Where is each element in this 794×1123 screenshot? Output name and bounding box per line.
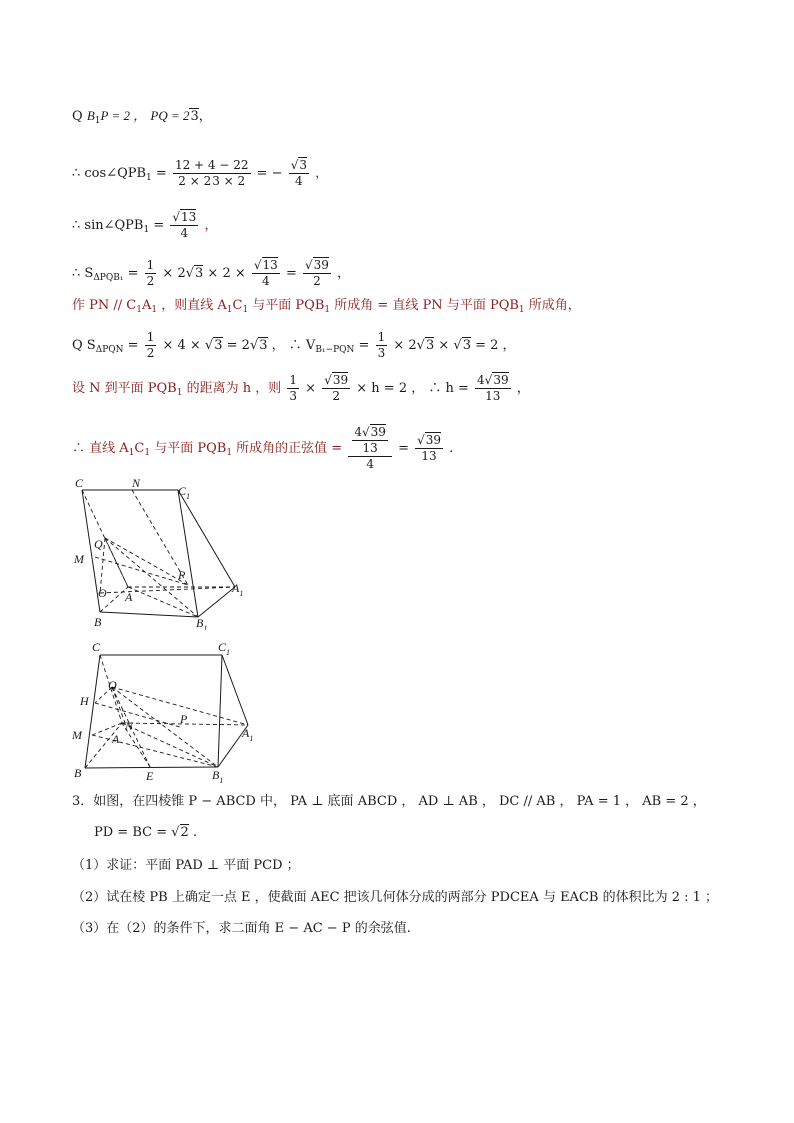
problem-3-stem-cont: PD = BC = √2 . xyxy=(94,825,198,840)
svg-text:A: A xyxy=(125,590,133,604)
svg-text:A1: $A_1$ xyxy=(232,581,244,598)
svg-text:M: M xyxy=(74,552,84,566)
solution-line-1: Q $B_1P = 2$ ， PQ = 23， xyxy=(72,108,212,126)
figure-1-prism xyxy=(70,475,260,630)
solution-line-7: 设 N 到平面 $PQB_1$ 的距离为 h ，则 $\frac{1}{3}$ × $\frac{√39}{2}$ × h = 2 ， ∴ h = $\frac{4√39}{13}$ ， xyxy=(72,373,530,403)
svg-text:B1: $B_1$ xyxy=(212,768,224,783)
problem-3-q1: （1）求证：平面 PAD ⊥ 平面 PCD ； xyxy=(72,858,300,873)
svg-text:N: N xyxy=(125,719,134,733)
svg-text:C1: $C_1$ xyxy=(178,484,191,501)
svg-text:C: C xyxy=(75,476,84,490)
svg-text:B: B xyxy=(94,615,102,629)
svg-text:A: A xyxy=(112,732,120,746)
svg-text:H: H xyxy=(80,694,89,708)
svg-text:M: M xyxy=(72,728,82,742)
svg-text:A1: $A_1$ xyxy=(242,726,254,743)
svg-text:Q: Q xyxy=(94,537,103,551)
svg-text:B1: $B_1$ xyxy=(196,616,208,630)
svg-text:B: B xyxy=(74,766,82,780)
svg-text:P: P xyxy=(178,568,186,582)
svg-text:P: P xyxy=(180,712,188,726)
solution-line-3: ∴ $\sin\angle QPB_1$ = $\frac{√13}{4}$ ， xyxy=(72,210,218,240)
svg-text:O: O xyxy=(98,586,107,600)
solution-line-4: ∴ $S_{\Delta PQB_1}$ = $\frac{1}{2}$ × 2√3 × 2 × $\frac{√13}{4}$ = $\frac{√39}{2}$ ， xyxy=(72,258,351,288)
svg-text:E: E xyxy=(146,769,154,783)
problem-3-stem: 3．如图，在四棱锥 P − ABCD 中， PA ⊥ 底面 ABCD ， AD ⊥ AB ， DC // AB ， PA = 1 ， AB = 2 ， xyxy=(72,794,706,809)
solution-line-8: ∴ 直线 $A_1C_1$ 与平面 $PQB_1$ 所成角的正弦值 = $\frac{\frac{4√39}{13}}{4}$ = $\frac{√39}{13}$ . xyxy=(72,425,454,471)
problem-3-q3: （3）在（2）的条件下，求二面角 E − AC − P 的余弦值. xyxy=(72,921,411,936)
problem-3-q2: （2）试在棱 PB 上确定一点 E ，使截面 AEC 把该几何体分成的两部分 PDCEA 与 EACB 的体积比为 2 : 1 ； xyxy=(72,890,719,905)
solution-line-5: 作 PN // $C_1A_1$ ，则直线 $A_1C_1$ 与平面 $PQB_1$ 所成角 = 直线 PN 与平面 $PQB_1$ 所成角， xyxy=(72,298,581,315)
solution-line-6: Q $S_{\Delta PQN}$ = $\frac{1}{2}$ × 4 × √3 = 2√3 ， ∴ $V_{B_1-PQN}$ = $\frac{1}{3}$ × 2√3 × √3 = 2 ， xyxy=(72,330,516,360)
figure-2-prism xyxy=(70,635,270,783)
svg-text:Q: Q xyxy=(108,678,117,692)
svg-text:C: C xyxy=(92,640,101,654)
svg-text:C1: $C_1$ xyxy=(218,640,231,657)
solution-line-2: ∴ $\cos\angle QPB_1$ = $\frac{12 + 4 - 22}{2 \times 23 \times 2}$ = − $\frac{√3}{4}$ ， xyxy=(72,158,329,188)
svg-text:N: N xyxy=(132,476,141,490)
